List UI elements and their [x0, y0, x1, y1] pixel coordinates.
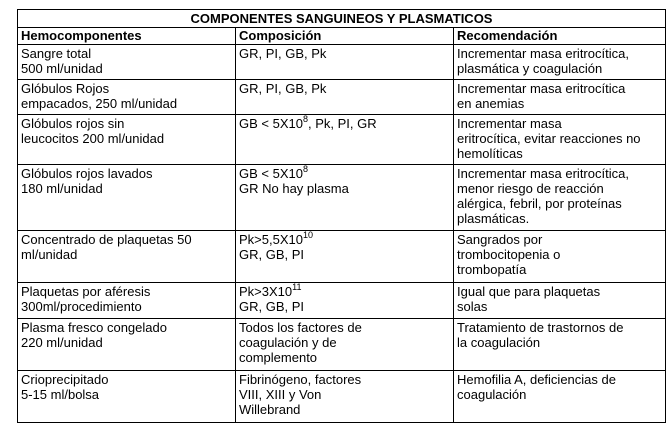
composition-text: Pk>5,5X10	[239, 232, 303, 247]
composition-exponent: 8	[302, 163, 308, 174]
composition-text: Pk>3X10	[239, 284, 293, 299]
recommendation-cell: Tratamiento de trastornos de la coagulación	[454, 319, 666, 371]
recommendation-cell: Incrementar masa eritrocítica, menor riesgo de reacción alérgica, febril, por proteínas plasmáticas.	[454, 165, 666, 231]
composition-text: Todos los factores de coagulación y de complemento	[239, 320, 362, 365]
composition-line-2: GR No hay plasma	[239, 181, 349, 196]
recommendation-cell: Incrementar masa eritrocítica, evitar reacciones no hemolíticas	[454, 115, 666, 165]
component-cell: Plasma fresco congelado 220 ml/unidad	[18, 319, 236, 371]
table-row	[18, 45, 666, 80]
composition-cell	[236, 165, 454, 231]
composition-exponent: 10	[302, 229, 313, 240]
composition-exponent: 11	[292, 281, 302, 292]
table-row	[18, 115, 666, 165]
component-cell: Concentrado de plaquetas 50 ml/unidad	[18, 231, 236, 283]
table-title: COMPONENTES SANGUINEOS Y PLASMATICOS	[18, 10, 666, 28]
table-row	[18, 231, 666, 283]
component-cell: Crioprecipitado 5-15 ml/bolsa	[18, 371, 236, 423]
composition-cell	[236, 115, 454, 165]
composition-cell	[236, 371, 454, 423]
composition-text: GR, PI, GB, Pk	[239, 81, 327, 96]
composition-text: Fibrinógeno, factores VIII, XIII y Von Willebrand	[239, 372, 362, 417]
composition-text: GR, PI, GB, Pk	[239, 46, 327, 61]
component-cell: Glóbulos rojos sin leucocitos 200 ml/unidad	[18, 115, 236, 165]
table-row	[18, 80, 666, 115]
composition-text: GB < 5X10	[239, 116, 303, 131]
composition-cell	[236, 231, 454, 283]
composition-line-2: GR, GB, PI	[239, 247, 305, 262]
composition-cell	[236, 80, 454, 115]
composition-text-tail: , Pk, PI, GR	[307, 116, 377, 131]
composition-line-2: GR, GB, PI	[239, 299, 305, 314]
blood-components-table	[17, 9, 666, 423]
header-composicion: Composición	[236, 28, 454, 45]
composition-cell	[236, 45, 454, 80]
component-cell: Plaquetas por aféresis 300ml/procedimiento	[18, 283, 236, 319]
component-cell: Sangre total 500 ml/unidad	[18, 45, 236, 80]
header-hemocomponentes: Hemocomponentes	[18, 28, 236, 45]
header-recomendacion: Recomendación	[454, 28, 666, 45]
recommendation-cell: Incrementar masa eritrocítica, plasmática y coagulación	[454, 45, 666, 80]
composition-text: GB < 5X10	[239, 166, 303, 181]
composition-exponent: 8	[302, 113, 308, 124]
recommendation-cell: Igual que para plaquetas solas	[454, 283, 666, 319]
composition-cell	[236, 283, 454, 319]
recommendation-cell: Sangrados por trombocitopenia o trombopatía	[454, 231, 666, 283]
table-row	[18, 165, 666, 231]
table-row	[18, 371, 666, 423]
component-cell: Glóbulos rojos lavados 180 ml/unidad	[18, 165, 236, 231]
table-row	[18, 319, 666, 371]
recommendation-cell: Incrementar masa eritrocítica en anemias	[454, 80, 666, 115]
recommendation-cell: Hemofilia A, deficiencias de coagulación	[454, 371, 666, 423]
composition-cell	[236, 319, 454, 371]
component-cell: Glóbulos Rojos empacados, 250 ml/unidad	[18, 80, 236, 115]
table-row	[18, 283, 666, 319]
